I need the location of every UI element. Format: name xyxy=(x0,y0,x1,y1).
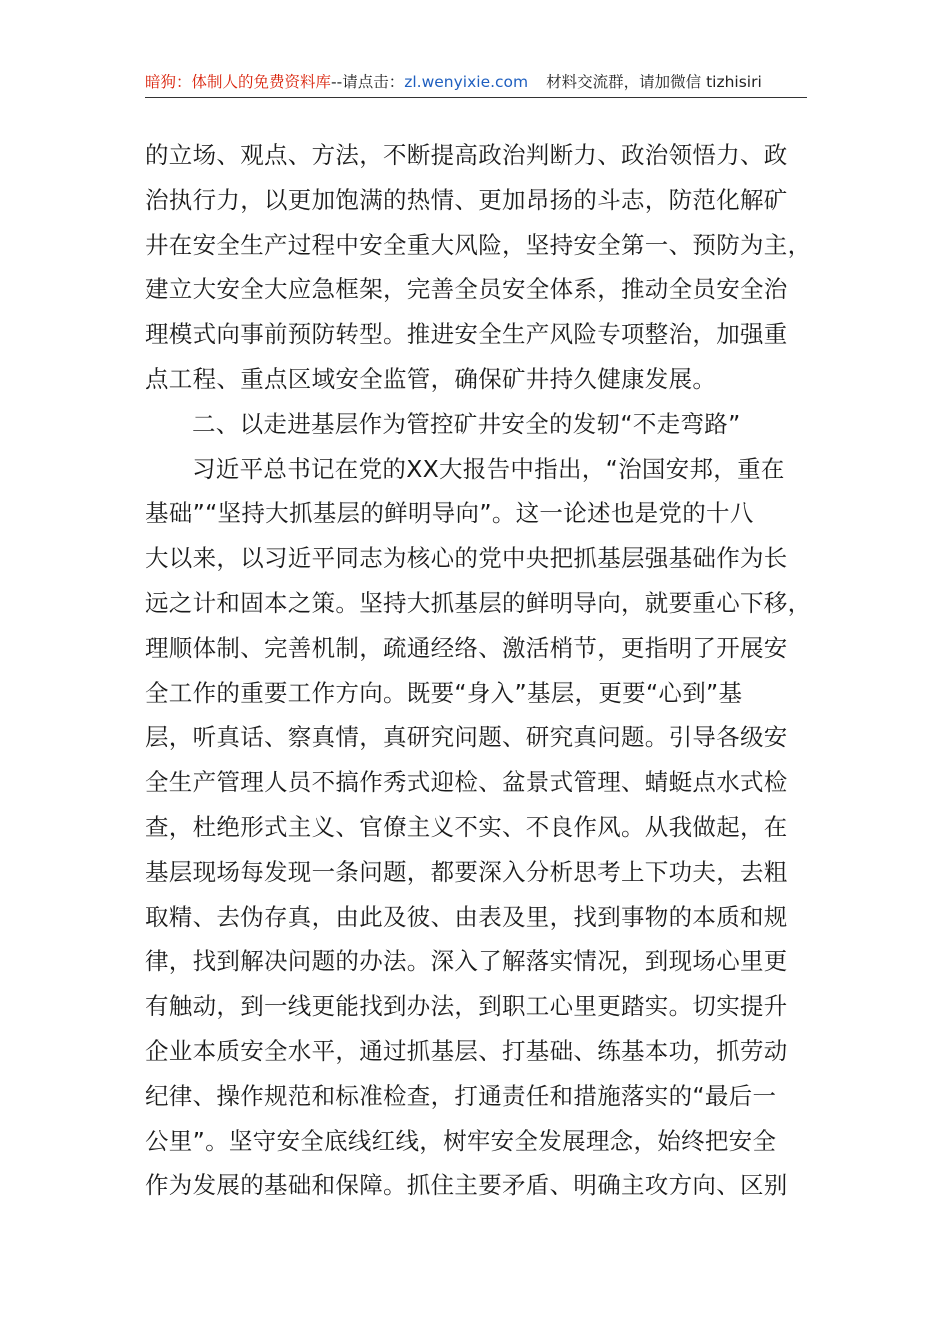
header-brand: 暗狗：体制人的免费资料库 xyxy=(145,73,332,91)
section-heading: 二、以走进基层作为管控矿井安全的发轫“不走弯路” xyxy=(192,409,741,438)
text-line: 作为发展的基础和保障。抓住主要矛盾、明确主攻方向、区别 xyxy=(145,1171,788,1200)
text-line: 基层现场每发现一条问题，都要深入分析思考上下功夫，去粗 xyxy=(145,857,788,886)
text-line: 的立场、观点、方法，不断提高政治判断力、政治领悟力、政 xyxy=(145,141,788,169)
text-line: 大以来，以习近平同志为核心的党中央把抓基层强基础作为长 xyxy=(145,544,788,573)
text-line: 查，杜绝形式主义、官僚主义不实、不良作风。从我做起，在 xyxy=(145,812,788,841)
text-line: 有触动，到一线更能找到办法，到职工心里更踏实。切实提升 xyxy=(145,992,788,1021)
text-line: 取精、去伪存真，由此及彼、由表及里，找到事物的本质和规 xyxy=(145,902,788,931)
header-link[interactable]: zl.wenyixie.com xyxy=(404,73,529,91)
text-line: 全生产管理人员不搞作秀式迎检、盆景式管理、蜻蜓点水式检 xyxy=(145,768,788,797)
text-line: 理顺体制、完善机制，疏通经络、激活梢节，更指明了开展安 xyxy=(145,633,788,662)
document-body xyxy=(145,133,812,1208)
text-line: 基础”“坚持大抓基层的鲜明导向”。这一论述也是党的十八 xyxy=(145,499,754,528)
page-header xyxy=(145,70,805,94)
text-line: 律，找到解决问题的办法。深入了解落实情况，到现场心里更 xyxy=(145,947,788,976)
header-group-note: 材料交流群，请加微信 tizhisiri xyxy=(546,73,762,91)
text-line: 公里”。坚守安全底线红线，树牢安全发展理念，始终把安全 xyxy=(145,1126,777,1155)
text-line: 建立大安全大应急框架，完善全员安全体系，推动全员安全治 xyxy=(145,275,788,304)
text-line: 习近平总书记在党的XX大报告中指出，“治国安邦，重在 xyxy=(192,454,785,483)
text-line: 理模式向事前预防转型。推进安全生产风险专项整治，加强重 xyxy=(145,320,788,349)
text-line: 井在安全生产过程中安全重大风险，坚持安全第一、预防为主， xyxy=(145,230,812,259)
text-line: 点工程、重点区域安全监管，确保矿井持久健康发展。 xyxy=(145,364,717,393)
header-prompt: --请点击： xyxy=(331,73,405,91)
header-divider xyxy=(145,97,807,98)
text-line: 远之计和固本之策。坚持大抓基层的鲜明导向，就要重心下移， xyxy=(145,588,812,617)
text-line: 全工作的重要工作方向。既要“身入”基层，更要“心到”基 xyxy=(145,678,743,707)
text-line: 层，听真话、察真情，真研究问题、研究真问题。引导各级安 xyxy=(145,723,788,752)
text-line: 企业本质安全水平，通过抓基层、打基础、练基本功，抓劳动 xyxy=(145,1036,788,1065)
text-line: 治执行力，以更加饱满的热情、更加昂扬的斗志，防范化解矿 xyxy=(145,185,788,214)
text-line: 纪律、操作规范和标准检查，打通责任和措施落实的“最后一 xyxy=(145,1081,777,1110)
